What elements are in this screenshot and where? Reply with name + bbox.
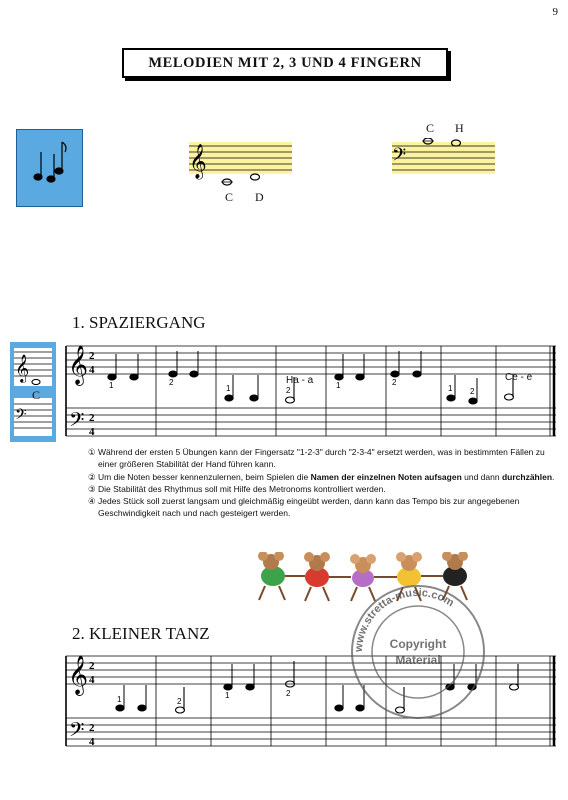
bass-clef-icon: 𝄢 xyxy=(392,145,407,170)
footnote-4: ④ Jedes Stück soll zuerst langsam und gleichmäßig eingeübt werden, dann kann das Tempo bis zur angegebenen Geschwindigkeit nach und nach gesteigert werden. xyxy=(88,496,520,519)
copyright-watermark-stamp xyxy=(348,582,488,722)
piece1-heading: 1. SPAZIERGANG xyxy=(72,313,206,332)
watermark-ring-text: www.stretta-music.com xyxy=(352,586,456,653)
piece1-lyric-1: Ha - a xyxy=(286,375,314,386)
intro-treble-staff xyxy=(185,138,295,198)
svg-text:2: 2 xyxy=(286,386,291,395)
svg-text:4: 4 xyxy=(89,426,95,438)
piece1-lyric-2: Ce - e xyxy=(505,372,533,383)
rhythm-notes-icon xyxy=(17,130,82,206)
svg-text:2: 2 xyxy=(89,722,95,734)
svg-text:1: 1 xyxy=(225,691,230,700)
svg-text:4: 4 xyxy=(89,364,95,376)
footnote-2: ② Um die Noten besser kennenzulernen, beim Spielen die Namen der einzelnen Noten aufsagen und dann durchzählen. xyxy=(88,471,555,482)
watermark-center-line-1: Copyright xyxy=(389,637,447,651)
page-title: MELODIEN MIT 2, 3 UND 4 FINGERN xyxy=(122,48,448,78)
intro-treble-note-d: D xyxy=(255,190,264,204)
svg-text:1: 1 xyxy=(336,381,341,390)
rhythm-box xyxy=(16,129,83,207)
svg-text:2: 2 xyxy=(89,412,95,424)
piece2-heading: 2. KLEINER TANZ xyxy=(72,624,210,643)
treble-clef-icon: 𝄞 xyxy=(189,144,207,179)
svg-text:𝄢: 𝄢 xyxy=(15,406,27,427)
piece1-grand-staff xyxy=(62,340,562,442)
svg-text:2: 2 xyxy=(89,660,95,672)
svg-text:1: 1 xyxy=(448,384,453,393)
svg-text:2: 2 xyxy=(89,350,95,362)
svg-text:𝄞: 𝄞 xyxy=(15,354,30,382)
treble-clef-icon: 𝄞 xyxy=(68,655,89,695)
footnote-3: ③ Die Stabilität des Rhythmus soll mit Hilfe des Metronoms kontrolliert werden. xyxy=(88,483,386,494)
watermark-center-line-2: Material xyxy=(395,653,441,667)
bass-clef-icon: 𝄢 xyxy=(69,408,85,436)
svg-text:2: 2 xyxy=(392,378,397,387)
footnote-1: ① Während der ersten 5 Übungen kann der Fingersatz "1-2-3" durch "2-3-4" ersetzt werden, was in bestimmten Fällen zu einer größeren Stabilität der Hand führen kann. xyxy=(88,447,545,470)
svg-text:1: 1 xyxy=(117,695,122,704)
svg-text:2: 2 xyxy=(169,378,174,387)
clef-legend-note-c: C xyxy=(32,388,41,402)
intro-bass-note-h: H xyxy=(455,121,464,135)
treble-clef-icon: 𝄞 xyxy=(68,345,89,385)
bass-clef-icon: 𝄢 xyxy=(69,718,85,746)
intro-treble-note-c: C xyxy=(225,190,234,204)
page-number: 9 xyxy=(552,6,558,18)
svg-text:2: 2 xyxy=(286,689,291,698)
note-d xyxy=(251,174,260,180)
intro-bass-staff xyxy=(388,138,498,178)
svg-text:4: 4 xyxy=(89,674,95,686)
intro-bass-note-c: C xyxy=(426,121,435,135)
svg-text:1: 1 xyxy=(109,381,114,390)
svg-text:4: 4 xyxy=(89,736,95,748)
footnotes xyxy=(88,446,558,520)
svg-text:1: 1 xyxy=(226,384,231,393)
svg-text:2: 2 xyxy=(470,387,475,396)
svg-text:2: 2 xyxy=(177,697,182,706)
